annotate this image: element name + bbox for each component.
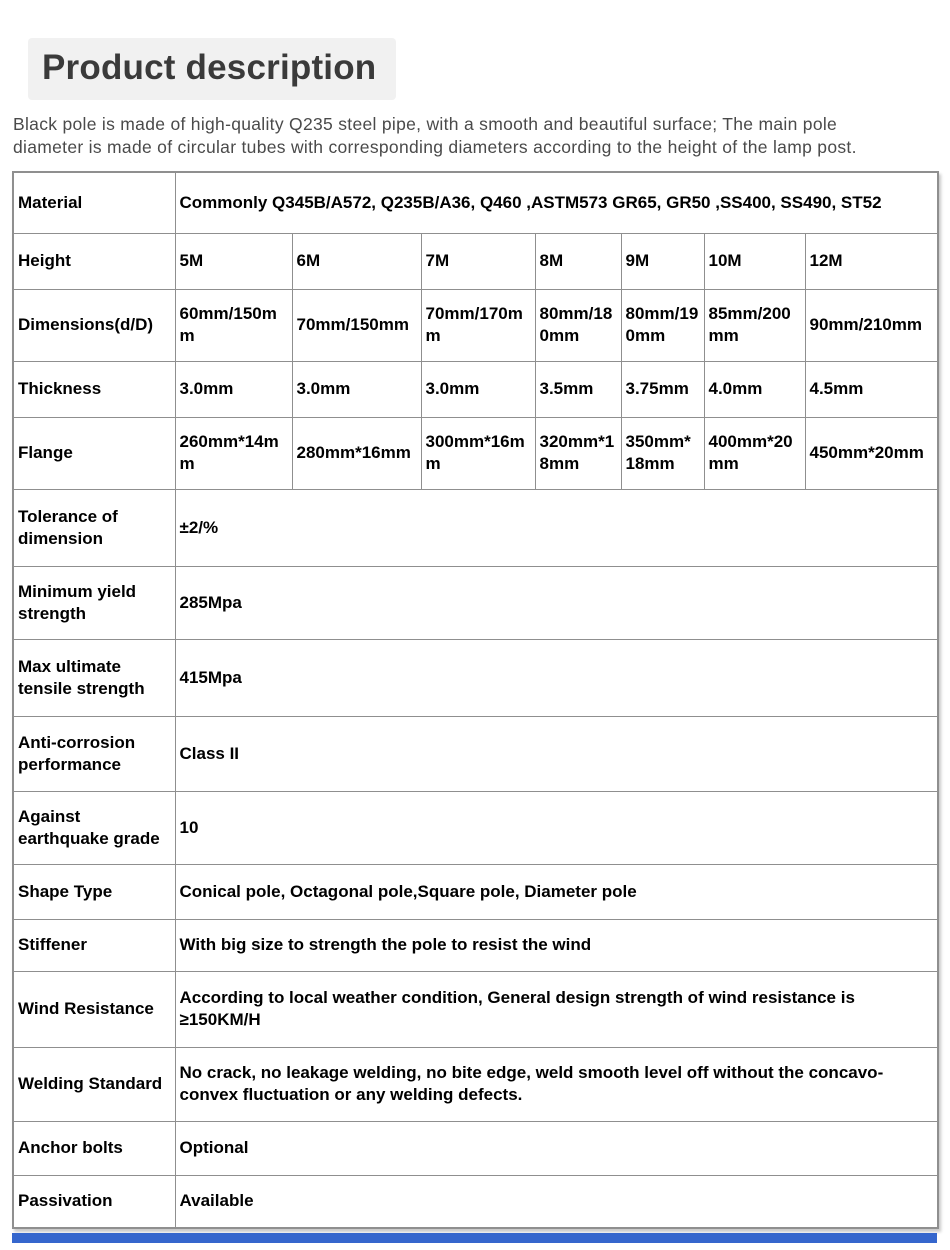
- intro-paragraph: Black pole is made of high-quality Q235 steel pipe, with a smooth and beautiful surface; The main pole diameter is made of circular tubes with corresponding diameters according to the height of the lamp post.: [13, 113, 857, 157]
- spec-value-cell: 3.0mm: [292, 361, 421, 417]
- spec-value-cell: 10M: [704, 233, 805, 289]
- spec-label-cell: Passivation: [13, 1175, 175, 1228]
- page-title: Product description: [42, 48, 377, 87]
- spec-label-cell: Max ultimate tensile strength: [13, 639, 175, 716]
- spec-label-cell: Welding Standard: [13, 1047, 175, 1121]
- spec-value-cell: 8M: [535, 233, 621, 289]
- spec-value-cell: Commonly Q345B/A572, Q235B/A36, Q460 ,ASTM573 GR65, GR50 ,SS400, SS490, ST52: [175, 172, 938, 233]
- spec-value-cell: 415Mpa: [175, 639, 938, 716]
- spec-value-cell: 350mm*18mm: [621, 417, 704, 489]
- spec-label-cell: Dimensions(d/D): [13, 289, 175, 361]
- spec-value-cell: 9M: [621, 233, 704, 289]
- table-row-earthquake: [13, 791, 938, 864]
- spec-value-cell: With big size to strength the pole to resist the wind: [175, 919, 938, 971]
- spec-value-cell: 400mm*20mm: [704, 417, 805, 489]
- spec-value-cell: 320mm*18mm: [535, 417, 621, 489]
- spec-value-cell: 6M: [292, 233, 421, 289]
- table-row-dimensions: [13, 289, 938, 361]
- table-row-welding-standard: [13, 1047, 938, 1121]
- table-row-flange: [13, 417, 938, 489]
- spec-table: [12, 171, 939, 1229]
- spec-value-cell: 260mm*14mm: [175, 417, 292, 489]
- spec-value-cell: According to local weather condition, General design strength of wind resistance is ≥150KM/H: [175, 971, 938, 1047]
- spec-value-cell: 285Mpa: [175, 566, 938, 639]
- spec-label-cell: Material: [13, 172, 175, 233]
- spec-value-cell: Optional: [175, 1121, 938, 1175]
- spec-value-cell: 70mm/170mm: [421, 289, 535, 361]
- spec-value-cell: Class II: [175, 716, 938, 791]
- spec-label-cell: Anti-corrosion performance: [13, 716, 175, 791]
- table-row-shape-type: [13, 864, 938, 919]
- spec-value-cell: 450mm*20mm: [805, 417, 938, 489]
- spec-value-cell: 70mm/150mm: [292, 289, 421, 361]
- table-row-thickness: [13, 361, 938, 417]
- spec-value-cell: 85mm/200mm: [704, 289, 805, 361]
- table-row-min-yield: [13, 566, 938, 639]
- spec-value-cell: ±2/%: [175, 489, 938, 566]
- spec-label-cell: Stiffener: [13, 919, 175, 971]
- spec-value-cell: 4.5mm: [805, 361, 938, 417]
- spec-value-cell: 3.75mm: [621, 361, 704, 417]
- spec-label-cell: Minimum yield strength: [13, 566, 175, 639]
- table-row-max-tensile: [13, 639, 938, 716]
- spec-value-cell: 3.0mm: [175, 361, 292, 417]
- spec-value-cell: No crack, no leakage welding, no bite edge, weld smooth level off without the concavo-convex fluctuation or any welding defects.: [175, 1047, 938, 1121]
- spec-value-cell: 5M: [175, 233, 292, 289]
- spec-value-cell: 7M: [421, 233, 535, 289]
- table-row-tolerance: [13, 489, 938, 566]
- table-row-material: [13, 172, 938, 233]
- spec-value-cell: 4.0mm: [704, 361, 805, 417]
- spec-value-cell: 300mm*16mm: [421, 417, 535, 489]
- table-row-stiffener: [13, 919, 938, 971]
- spec-value-cell: 12M: [805, 233, 938, 289]
- table-row-passivation: [13, 1175, 938, 1228]
- spec-value-cell: Conical pole, Octagonal pole,Square pole, Diameter pole: [175, 864, 938, 919]
- spec-value-cell: 10: [175, 791, 938, 864]
- spec-value-cell: 3.5mm: [535, 361, 621, 417]
- spec-label-cell: Flange: [13, 417, 175, 489]
- spec-value-cell: Available: [175, 1175, 938, 1228]
- spec-label-cell: Anchor bolts: [13, 1121, 175, 1175]
- table-row-anti-corrosion: [13, 716, 938, 791]
- spec-value-cell: 80mm/180mm: [535, 289, 621, 361]
- spec-label-cell: Wind Resistance: [13, 971, 175, 1047]
- table-row-wind-resistance: [13, 971, 938, 1047]
- spec-label-cell: Shape Type: [13, 864, 175, 919]
- spec-value-cell: 280mm*16mm: [292, 417, 421, 489]
- spec-label-cell: Against earthquake grade: [13, 791, 175, 864]
- spec-value-cell: 90mm/210mm: [805, 289, 938, 361]
- table-row-height: [13, 233, 938, 289]
- spec-label-cell: Thickness: [13, 361, 175, 417]
- spec-value-cell: 80mm/190mm: [621, 289, 704, 361]
- spec-label-cell: Tolerance of dimension: [13, 489, 175, 566]
- spec-value-cell: 60mm/150mm: [175, 289, 292, 361]
- table-row-anchor-bolts: [13, 1121, 938, 1175]
- spec-value-cell: 3.0mm: [421, 361, 535, 417]
- spec-label-cell: Height: [13, 233, 175, 289]
- bottom-banner-bar: [12, 1233, 937, 1243]
- section-title-box: [28, 38, 396, 100]
